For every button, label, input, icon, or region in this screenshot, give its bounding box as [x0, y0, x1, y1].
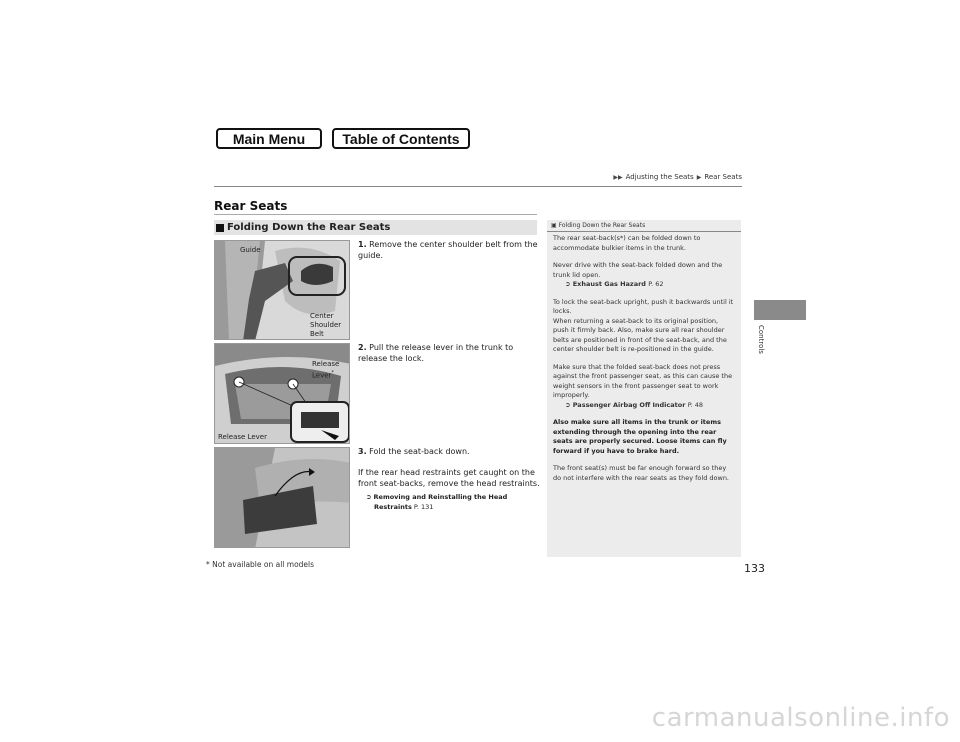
watermark: carmanualsonline.info [651, 703, 950, 733]
figure-fold-seatback [214, 447, 350, 548]
note-p1: The rear seat-back(s*) can be folded down to accommodate bulkier items in the trunk. [553, 234, 701, 252]
chapter-tab [754, 300, 806, 320]
note-icon: ▣ [551, 222, 557, 229]
step-2: 2. Pull the release lever in the trunk to release the lock. [358, 343, 514, 363]
notes-header: ▣ Folding Down the Rear Seats [547, 220, 741, 232]
callout-center-belt: Center Shoulder Belt [310, 312, 342, 338]
table-of-contents-button[interactable]: Table of Contents [332, 128, 470, 149]
xref-exhaust-gas[interactable]: ➲ Exhaust Gas Hazard P. 62 [565, 280, 664, 288]
main-menu-button[interactable]: Main Menu [216, 128, 322, 149]
figure-trunk-release-lever [214, 343, 350, 444]
chapter-label: Controls [757, 325, 765, 354]
breadcrumb-page: Rear Seats [704, 173, 742, 181]
breadcrumb-section[interactable]: Adjusting the Seats [625, 173, 694, 181]
square-bullet-icon [216, 224, 224, 232]
callout-release-lever-top: Release Lever* [312, 360, 340, 380]
note-p4: When returning a seat-back to its original position, push it firmly back. Also, make sure all rear shoulder belts are positioned in front of the seat-back, and the center shoulder belt is re-positioned in the guide. [553, 316, 727, 353]
page-number: 133 [744, 562, 765, 575]
note-p7: The front seat(s) must be far enough forward so they do not interfere with the rear seats as they fold down. [553, 464, 730, 482]
step-1: 1. Remove the center shoulder belt from the guide. [358, 240, 538, 260]
title-divider [214, 214, 537, 215]
section-heading [214, 220, 537, 235]
arrow-icon: ▶ [696, 173, 702, 181]
callout-release-lever-bottom: Release Lever [218, 433, 267, 441]
xref-head-restraints[interactable]: ➲ Removing and Reinstalling the Head Restraints P. 131 [366, 493, 508, 511]
step-3: 3. Fold the seat-back down. [358, 447, 470, 456]
reference-arrow-icon: ➲ [366, 493, 372, 501]
double-arrow-icon: ▶▶ [613, 173, 623, 181]
section-heading-text: Folding Down the Rear Seats [227, 222, 391, 233]
headrest-paragraph: If the rear head restraints get caught on the front seat-backs, remove the head restraints. [358, 468, 540, 488]
xref-passenger-airbag[interactable]: ➲ Passenger Airbag Off Indicator P. 48 [565, 400, 703, 409]
note-p2: Never drive with the seat-back folded down and the trunk lid open. ➲ Exhaust Gas Hazard P. 62 [547, 261, 741, 290]
breadcrumb [613, 173, 742, 181]
callout-guide: Guide [240, 246, 261, 254]
note-p5: Make sure that the folded seat-back does not press against the front passenger seat, as this can cause the weight sensors in the front passenger seat to work improperly. ➲ Passenger Airbag Off Indicator P. 48 [547, 363, 741, 411]
note-p6: Also make sure all items in the trunk or items extending through the opening into the rear seats are properly secured. Loose items can fly forward if you have to brake hard. [553, 418, 727, 455]
header-divider [214, 186, 742, 187]
footnote: * Not available on all models [206, 560, 315, 569]
note-p3: To lock the seat-back upright, push it backwards until it locks. [553, 297, 734, 315]
notes-panel [547, 220, 741, 557]
page-title: Rear Seats [214, 199, 288, 213]
